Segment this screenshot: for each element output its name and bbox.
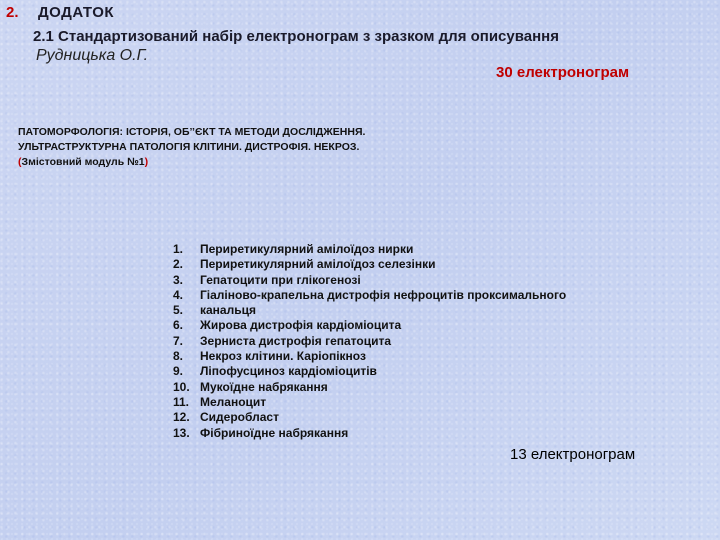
module-line-1: ПАТОМОРФОЛОГІЯ: ІСТОРІЯ, ОБ’’ЄКТ ТА МЕТОДИ ДОСЛІДЖЕННЯ. [18,126,366,138]
list-item-text: Ліпофусциноз кардіоміоцитів [200,364,377,379]
list-item [173,242,566,257]
list-item [173,257,566,272]
list-item [173,395,566,410]
module-paren-close: ) [144,156,149,168]
list-item [173,273,566,288]
list-item-text: Периретикулярний амілоїдоз нирки [200,242,414,256]
list-item-number: 11. [173,394,190,409]
module-paren-open: ( [18,156,22,168]
list-item-text: Зерниста дистрофія гепатоцита [200,333,392,348]
heading-number: 2. [6,4,19,21]
list-item-number: 7. [173,333,184,348]
module-name: Змістовний модуль №1 [21,156,145,168]
list-item-number: 9. [173,364,184,379]
module-line-3 [18,155,365,170]
list-item-number: 2. [173,257,184,272]
list-item [173,426,566,441]
module-line-2: УЛЬТРАСТРУКТУРНА ПАТОЛОГІЯ КЛІТИНИ. ДИСТРОФІЯ. НЕКРОЗ. [18,141,360,153]
list-item [173,380,566,395]
list-item [173,318,566,333]
list-item-text: Сидеробласт [200,410,279,425]
list-item-number: 6. [173,318,184,333]
list-item-text: Жирова дистрофія кардіоміоцита [200,318,402,333]
list-item [173,334,566,349]
module-description [18,125,365,170]
list-item-number: 1. [173,242,184,256]
count-bottom: 13 електронограм [510,446,636,463]
list-item [173,410,566,425]
list-item-text: Меланоцит [200,394,267,409]
subtitle: 2.1 Стандартизований набір електронограм з зразком для описування [33,28,559,45]
count-top: 30 електронограм [496,64,630,81]
list-item-number: 8. [173,349,184,364]
electronogram-list [173,242,566,441]
list-item-number: 4. [173,287,184,302]
list-item-number: 13. [173,425,190,440]
list-item-text: Фібриноїдне набрякання [200,425,349,440]
list-item-text: Некроз клітини. Каріопікноз [200,349,366,364]
list-item-number: 12. [173,410,190,425]
list-item-number: 10. [173,379,190,394]
list-item [173,303,566,318]
heading-title: ДОДАТОК [38,4,115,21]
list-item-text: Мукоїдне набрякання [200,379,328,394]
list-item-text: Гіаліново-крапельна дистрофія нефроцитів проксимального [200,287,567,302]
list-item [173,349,566,364]
list-item [173,364,566,379]
list-item-number: 5. [173,303,184,318]
author: Рудницька О.Г. [36,47,149,64]
list-item [173,288,566,303]
list-item-text: Периретикулярний амілоїдоз селезінки [200,257,436,272]
list-item-text: Гепатоцити при глікогенозі [200,272,361,287]
list-item-number: 3. [173,272,184,287]
list-item-text: канальця [200,303,256,318]
